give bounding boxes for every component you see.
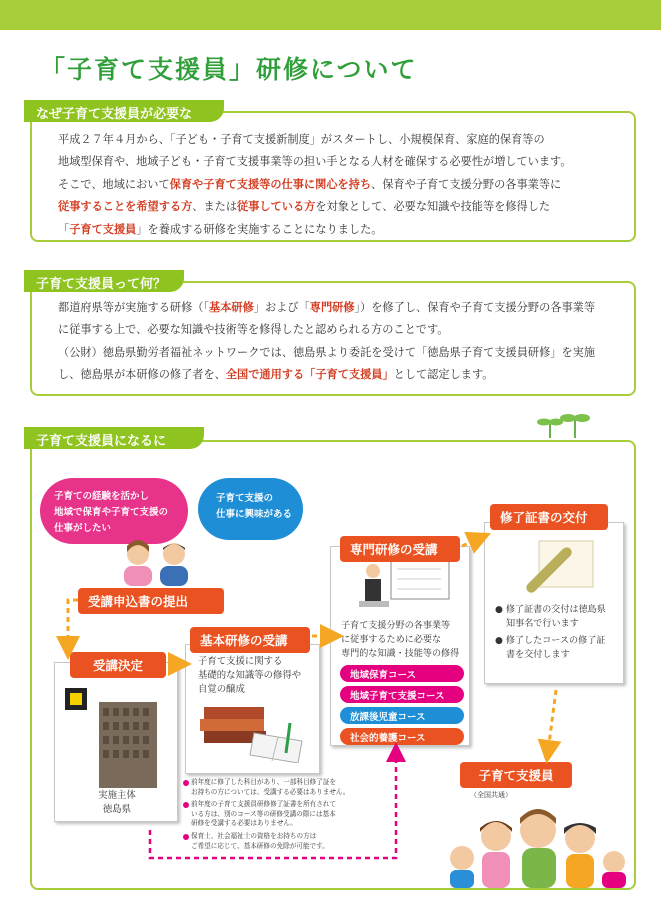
bubble-experience: 子育ての経験を活かし 地域で保育や子育て支援の 仕事がしたい [40,478,188,544]
basic-text: 子育て支援に関する 基礎的な知識等の修得や 自覚の醸成 [198,656,302,695]
what-section-box [30,281,636,396]
why-heading: なぜ子育て支援員が必要なの？ [24,100,224,122]
building-icon [65,688,169,788]
books-icon [198,703,308,763]
result-label: 子育て支援員 [460,762,572,788]
basic-card [185,644,320,774]
what-line-2: に従事する上で、必要な知識や技術等を修得したと認められる方のことです。 [58,323,449,337]
what-heading: 子育て支援員って何？ [24,270,184,292]
apply-label: 受講申込書の提出 [78,588,224,614]
why-section-box [30,111,636,242]
provider-text: 実施主体 徳島県 [98,790,136,815]
result-sub: （全国共通） [470,791,512,799]
why-paragraph [58,129,638,241]
people-icon [120,538,200,586]
note-1: 前年度に修了した科目があり、一部科目修了証を お持ちの方については、受講する必要はありません。 [183,778,383,797]
basic-label: 基本研修の受講 [190,627,310,653]
decision-card [54,662,178,822]
what-paragraph [58,297,638,387]
certificate-icon [513,537,597,593]
specialized-text: 子育て支援分野の各事業等 に従事するために必要な 専門的な知識・技能等の修得 [341,621,460,659]
course-community-support: 地域子育て支援コース [340,686,464,703]
note-2: 前年度の子育て支援員研修修了証書を所有されて いる方は、別のコース等の研修受講の際には基本 研修を受講する必要はありません。 [183,800,383,829]
sprout-icon [535,410,595,440]
family-icon [440,800,630,888]
notes-list [183,778,383,851]
bubble-interest: 子育て支援の 仕事に興味がある [198,478,303,540]
why-line-2: 地域型保育や、地域子ども・子育て支援事業等の担い手となる人材を確保する必要性が増しています。 [58,155,572,169]
decision-label: 受講決定 [70,652,166,678]
specialized-label: 専門研修の受講 [340,536,460,562]
course-social-care: 社会的養護コース [340,728,464,745]
course-community-childcare: 地域保育コース [340,665,464,682]
note-3: 保育士、社会福祉士の資格をお持ちの方は ご希望に応じて、基本研修の免除が可能です。 [183,832,383,851]
how-heading: 子育て支援員になるには？ [24,427,204,449]
certificate-card [484,522,624,684]
what-line-1: 都道府県等が実施する研修（「基本研修」および「専門研修」）を修了し、保育や子育て支援分野の各事業等 [58,301,596,314]
course-afterschool: 放課後児童コース [340,707,464,724]
certificate-notes: ● 修了証書の交付は徳島県 知事名で行います ● 修了したコースの修了証 書を交付します [495,605,606,660]
certificate-label: 修了証書の交付 [490,504,608,530]
lecture-icon [351,559,451,611]
what-line-3: （公財）徳島県勤労者福祉ネットワークでは、徳島県より委託を受けて「徳島県子育て支援員研修」を実施 [58,345,596,359]
page-title: 「子育て支援員」研修について [40,55,418,84]
top-banner [0,0,661,30]
why-line-1: 平成２７年４月から、「子ども・子育て支援新制度」がスタートし、小規模保育、家庭的保育等の [58,133,545,146]
why-line-4: 従事することを希望する方、または従事している方を対象として、必要な知識や技能等を修得した [58,200,551,214]
why-line-5: 「子育て支援員」を養成する研修を実施することになりました。 [58,222,383,236]
what-line-4: し、徳島県が本研修の修了者を、全国で通用する「子育て支援員」として認定します。 [58,368,494,382]
why-line-3: そこで、地域において保育や子育て支援等の仕事に関心を持ち、保育や子育て支援分野の各事業等に [58,177,562,191]
